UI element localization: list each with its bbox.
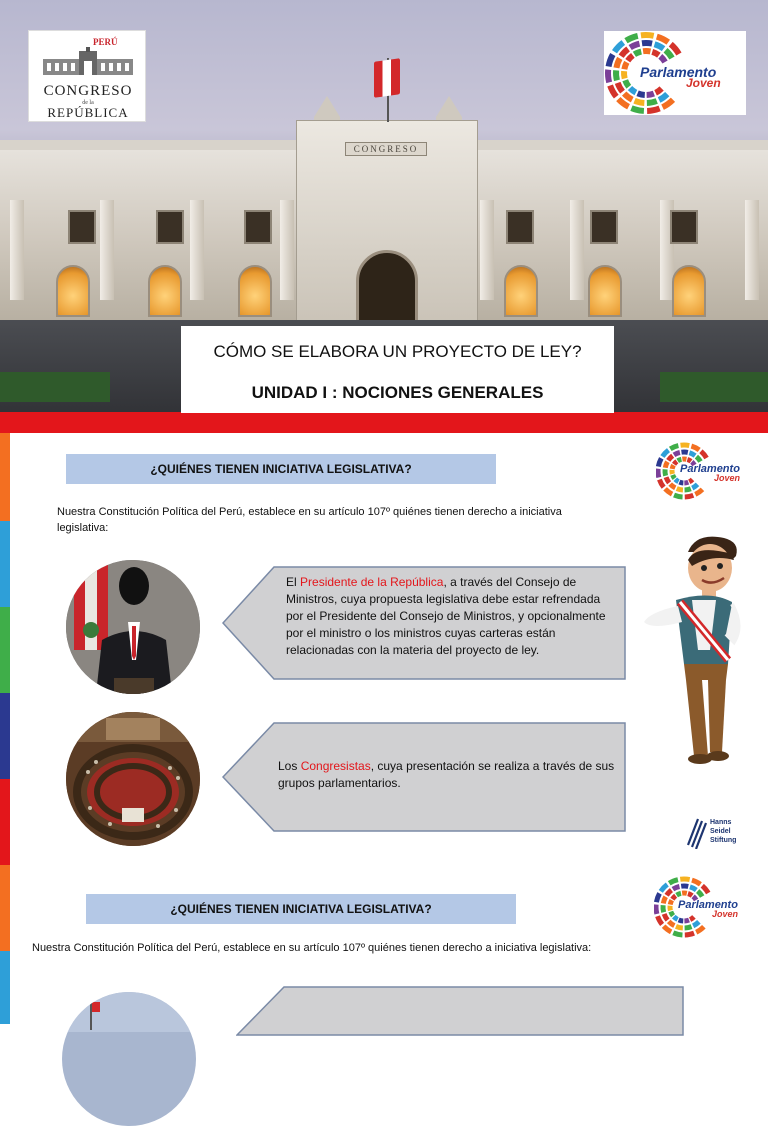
logo-parlamento-word: Parlamento — [640, 64, 716, 80]
ring-segment — [675, 479, 678, 481]
congreso-logo — [28, 30, 146, 122]
ring-segment — [680, 879, 689, 880]
ring-segment — [625, 80, 629, 86]
ring-segment — [666, 50, 672, 58]
ring-segment — [631, 108, 643, 111]
ring-segment — [685, 489, 691, 490]
ring-segment — [624, 94, 632, 100]
logo-parlamento-word: Parlamento — [680, 463, 740, 475]
ring-segment — [630, 88, 636, 92]
ring-segment — [688, 894, 692, 896]
callout-highlight: Congresistas — [301, 759, 371, 773]
hanns-text — [710, 818, 736, 845]
logo-joven-word: Joven — [712, 909, 738, 919]
ring-segment — [665, 462, 667, 468]
column — [280, 200, 294, 300]
peru-flag — [374, 58, 400, 98]
ring-segment — [672, 465, 673, 469]
ring-segment — [679, 920, 684, 921]
color-strip-segment — [0, 521, 10, 607]
congress-chamber-photo — [66, 712, 200, 846]
hanns-line3: Stiftung — [710, 836, 736, 845]
section-heading: ¿QUIÉNES TIENEN INICIATIVA LEGISLATIVA? — [66, 454, 496, 484]
lit-arch-window — [148, 265, 182, 317]
ring-segment — [618, 99, 628, 107]
ring-segment — [656, 905, 657, 914]
ring-segment — [647, 94, 654, 95]
logo-joven-word: Joven — [714, 473, 740, 483]
ring-segment — [679, 482, 683, 483]
ring-segment — [671, 44, 679, 54]
callout-prefix: El — [286, 575, 300, 589]
column — [745, 200, 759, 300]
ring-segment — [652, 52, 659, 55]
ring-segment — [666, 477, 669, 483]
callout-president — [222, 566, 626, 680]
ring-segment — [673, 933, 682, 935]
ring-segment — [609, 54, 613, 66]
ring-segment — [657, 37, 668, 43]
ring-segment — [659, 94, 667, 100]
ring-segment — [696, 927, 704, 932]
hanns-line2: Seidel — [710, 827, 736, 836]
ring-segment — [698, 891, 703, 896]
ring-segment — [647, 101, 657, 103]
intro-paragraph: Nuestra Constitución Política del Perú, establece en su artículo 107º quiénes tienen derecho a iniciativa legislativa: — [32, 940, 732, 956]
color-strip-segment — [0, 433, 10, 521]
ring-segment — [656, 89, 662, 93]
ring-segment — [689, 453, 695, 456]
ring-segment — [624, 71, 625, 78]
hanns-stripes-icon — [686, 817, 708, 849]
color-strip-segment — [0, 865, 10, 951]
ring-segment — [692, 880, 700, 884]
ring-segment — [670, 446, 678, 449]
callout-highlight: Presidente de la República — [300, 575, 443, 589]
lawn — [660, 372, 768, 402]
ring-segment — [616, 58, 619, 67]
window — [156, 210, 184, 244]
callout-arrow-shape — [236, 986, 684, 1036]
main-door — [356, 250, 418, 330]
ring-segment — [672, 896, 675, 899]
red-band — [0, 412, 768, 433]
chamber-icon — [66, 712, 200, 846]
cover-slide — [0, 0, 768, 433]
ring-segment — [681, 445, 690, 446]
callout-text — [286, 574, 620, 659]
lit-arch-window — [672, 265, 706, 317]
president-photo — [66, 560, 200, 694]
president-figure-icon — [66, 560, 200, 694]
parlamento-joven-logo — [604, 31, 746, 115]
ring-segment — [660, 56, 665, 62]
window — [68, 210, 96, 244]
ring-segment — [661, 885, 667, 892]
window — [590, 210, 618, 244]
logo-congreso-text: CONGRESO — [29, 83, 147, 100]
ring-segment — [690, 887, 696, 890]
logo-republica-text: REPÚBLICA — [29, 105, 147, 121]
ring-segment — [677, 893, 681, 895]
ring-segment — [695, 489, 702, 494]
ring-segment — [690, 917, 694, 920]
ring-segment — [693, 922, 699, 926]
lawn — [0, 372, 110, 402]
ring-segment — [616, 70, 617, 80]
ring-segment — [671, 912, 673, 916]
ring-segment — [655, 44, 664, 48]
ring-segment — [701, 451, 707, 458]
lit-arch-window — [238, 265, 272, 317]
ring-segment — [618, 83, 623, 92]
title-box — [181, 326, 614, 413]
ring-segment — [665, 469, 666, 475]
ring-segment — [635, 101, 645, 103]
color-strip-segment — [0, 951, 10, 1024]
ring-segment — [624, 62, 626, 69]
callout-prefix: Los — [278, 759, 301, 773]
ring-segment — [670, 484, 675, 488]
column — [480, 200, 494, 300]
ring-segment — [687, 459, 691, 461]
ring-segment — [638, 93, 645, 95]
ring-segment — [659, 480, 663, 488]
ring-segment — [658, 916, 663, 924]
callout-suffix: , a través del Consejo de Ministros, cuya propuesta legislativa debe estar refrendada por el Presidente del Consejo de Ministros, y opcionalmente por el ministro o los ministros cuyas carteras están relacionadas con la materia del proyecto de ley. — [286, 575, 606, 657]
callout-text — [278, 758, 618, 792]
lit-arch-window — [56, 265, 90, 317]
ring-segment — [628, 55, 633, 60]
ring-segment — [658, 469, 659, 478]
window — [244, 210, 272, 244]
ring-segment — [630, 44, 639, 48]
ring-segment — [702, 886, 708, 893]
column — [10, 200, 24, 300]
intro-paragraph: Nuestra Constitución Política del Perú, establece en su artículo 107º quiénes tienen derecho a iniciativa legislativa: — [57, 504, 597, 536]
ring-segment — [658, 458, 661, 466]
ring-segment — [674, 461, 677, 464]
ring-segment — [664, 914, 667, 920]
parlamento-joven-logo — [656, 442, 756, 500]
ring-segment — [674, 452, 680, 454]
logo-dela-text: de la — [29, 100, 147, 106]
ring-segment — [684, 482, 688, 483]
slide-subtitle: UNIDAD I : NOCIONES GENERALES — [181, 383, 614, 403]
building-emblem-icon — [39, 47, 137, 77]
ring-segment — [663, 100, 673, 107]
column — [570, 200, 584, 300]
ring-segment — [669, 880, 678, 884]
partial-photo — [62, 992, 196, 1126]
ring-segment — [674, 917, 678, 920]
slide-title: CÓMO SE ELABORA UN PROYECTO DE LEY? — [181, 342, 614, 362]
ring-segment — [689, 479, 692, 481]
callout-congresistas — [222, 722, 626, 832]
ring-segment — [663, 897, 665, 904]
ring-segment — [626, 36, 638, 41]
logo-parlamento-word: Parlamento — [678, 899, 738, 911]
ring-segment — [673, 475, 675, 479]
ring-segment — [662, 450, 668, 456]
ring-segment — [668, 456, 672, 461]
ring-segment — [621, 49, 628, 56]
ring-segment — [656, 893, 659, 902]
flag-photo-icon — [62, 992, 196, 1032]
callout-suffix: , cuya presentación se realiza a través de sus grupos parlamentarios. — [278, 759, 614, 790]
window — [670, 210, 698, 244]
ring-segment — [670, 900, 672, 904]
ring-segment — [663, 905, 664, 912]
lit-arch-window — [588, 265, 622, 317]
hanns-line1: Hanns — [710, 818, 736, 827]
ring-segment — [669, 921, 675, 925]
color-strip-segment — [0, 607, 10, 693]
logo-country: PERÚ — [93, 37, 118, 47]
color-strip-segment — [0, 693, 10, 779]
hanns-seidel-logo — [686, 815, 750, 849]
ring-segment — [674, 495, 683, 497]
ring-segment — [685, 927, 692, 928]
ring-segment — [665, 489, 672, 494]
ring-segment — [608, 70, 609, 83]
column — [100, 200, 114, 300]
column — [190, 200, 204, 300]
building-sign: CONGRESO — [345, 142, 427, 156]
ring-segment — [691, 446, 699, 450]
callout-partial — [236, 986, 684, 1036]
ring-segment — [678, 459, 682, 461]
ring-segment — [685, 495, 694, 497]
ring-segment — [696, 457, 700, 462]
ring-segment — [673, 886, 680, 889]
logo-joven-word: Joven — [686, 76, 721, 90]
parlamento-joven-logo — [654, 876, 754, 938]
ring-segment — [676, 926, 683, 928]
ring-segment — [647, 108, 660, 111]
ring-segment — [641, 35, 654, 36]
ring-segment — [692, 484, 697, 488]
ring-segment — [684, 920, 689, 921]
cartoon-character — [636, 530, 744, 766]
section-heading: ¿QUIÉNES TIENEN INICIATIVA LEGISLATIVA? — [86, 894, 516, 924]
ring-segment — [667, 890, 672, 895]
window — [506, 210, 534, 244]
ring-segment — [634, 52, 641, 55]
ring-segment — [677, 489, 683, 490]
ring-segment — [685, 933, 694, 935]
color-strip-segment — [0, 779, 10, 865]
lit-arch-window — [504, 265, 538, 317]
ring-segment — [664, 926, 672, 932]
ring-segment — [610, 85, 616, 96]
ring-segment — [642, 43, 652, 44]
